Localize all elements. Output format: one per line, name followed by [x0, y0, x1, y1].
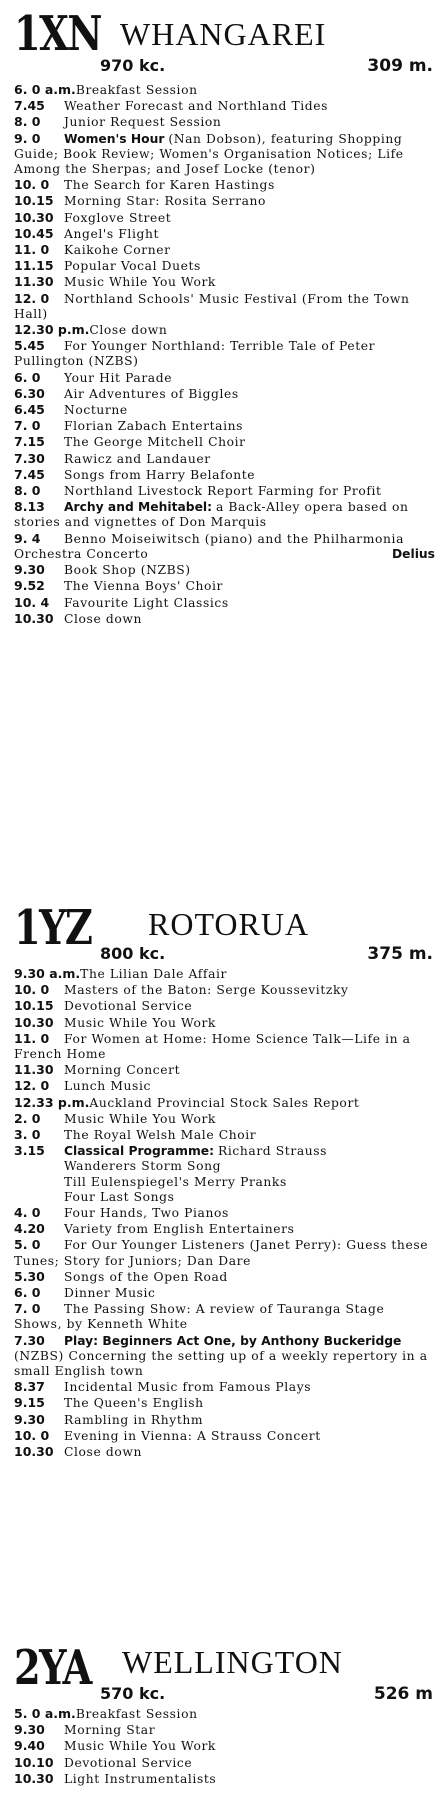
entry-time: 8. 0: [14, 483, 41, 499]
schedule-entry: [14, 1031, 435, 1062]
schedule-entry: [14, 1412, 435, 1428]
entry-time: 5.30: [14, 1268, 45, 1284]
entry-time: 11.30: [14, 274, 54, 290]
station-frequency: 800 kc.: [100, 944, 166, 963]
entry-time: 11.15: [14, 258, 54, 274]
entry-title: The George Mitchell Choir: [64, 435, 246, 450]
entry-time: 11.30: [14, 1062, 54, 1078]
entry-time: 11. 0: [14, 242, 50, 258]
entry-time: 10.10: [14, 1754, 54, 1770]
station-header: [0, 900, 447, 970]
entry-title: The Royal Welsh Male Choir: [64, 1128, 257, 1143]
entry-time: 9.30: [14, 1411, 45, 1427]
entry-title: Dinner Music: [64, 1286, 156, 1301]
entry-time: 10.30: [14, 209, 54, 225]
entry-time: 9.52: [14, 578, 45, 594]
entry-time: 10. 0: [14, 177, 50, 193]
entry-subline: Wanderers Storm Song: [64, 1159, 222, 1174]
entry-time: 8. 0: [14, 114, 41, 130]
entry-time: 7.30: [14, 1332, 45, 1348]
entry-time: 6.45: [14, 402, 45, 418]
schedule-list: [14, 82, 435, 627]
entry-time: 11. 0: [14, 1030, 50, 1046]
entry-title: Close down: [64, 611, 142, 626]
entry-time: 10.15: [14, 193, 54, 209]
schedule-entry: [14, 499, 435, 530]
entry-title: Air Adventures of Biggles: [64, 386, 239, 401]
entry-title: Evening in Vienna: A Strauss Concert: [64, 1428, 321, 1443]
station-callsign: 1YZ: [14, 900, 92, 956]
schedule-entry: [14, 1127, 435, 1143]
station-wavelength: 309 m.: [367, 56, 433, 76]
station-header: [0, 1640, 447, 1710]
entry-title: The Vienna Boys' Choir: [64, 579, 223, 594]
station-frequency: 970 kc.: [100, 56, 166, 75]
entry-time: 10.15: [14, 998, 54, 1014]
schedule-entry: [14, 1078, 435, 1094]
entry-time: 10. 4: [14, 594, 50, 610]
entry-time: 9.15: [14, 1395, 45, 1411]
entry-title: Close down: [89, 323, 168, 338]
entry-time: 12. 0: [14, 1078, 50, 1094]
entry-time: 9.30 a.m.: [14, 966, 81, 981]
schedule-entry: [14, 291, 435, 322]
schedule-entry: [14, 418, 435, 434]
station-name: ROTORUA: [148, 906, 310, 942]
entry-time: 9.30: [14, 1722, 45, 1738]
entry-subline: Four Last Songs: [64, 1189, 175, 1204]
schedule-entry: [14, 1333, 435, 1380]
entry-time: 8.37: [14, 1379, 45, 1395]
entry-time: 10. 0: [14, 1427, 50, 1443]
entry-title: Light Instrumentalists: [64, 1771, 217, 1786]
entry-time: 9. 0: [14, 130, 41, 146]
entry-title: (NZBS) Concerning the setting up of a weekly repertory in a small English town: [14, 1348, 428, 1379]
station-wavelength: 375 m.: [367, 944, 433, 964]
entry-time: 10.30: [14, 1014, 54, 1030]
schedule-entry: [14, 1237, 435, 1268]
schedule-entry: [14, 177, 435, 193]
schedule-entry: [14, 226, 435, 242]
entry-time: 12. 0: [14, 290, 50, 306]
schedule-entry: [14, 1771, 435, 1787]
entry-time: 10.30: [14, 1770, 54, 1786]
entry-time: 9.30: [14, 562, 45, 578]
entry-title: Your Hit Parade: [64, 370, 173, 385]
station-callsign: 1XN: [14, 6, 101, 62]
entry-title: Songs from Harry Belafonte: [64, 467, 256, 482]
entry-time: 4.20: [14, 1221, 45, 1237]
schedule-entry: [14, 1062, 435, 1078]
entry-time: 7. 0: [14, 418, 41, 434]
schedule-entry: [14, 1143, 435, 1205]
entry-title: Weather Forecast and Northland Tides: [64, 99, 329, 114]
schedule-entry: [14, 1428, 435, 1444]
schedule-entry: [14, 1285, 435, 1301]
schedule-entry: [14, 483, 435, 499]
station-callsign: 2YA: [14, 1640, 91, 1696]
schedule-entry: [14, 1269, 435, 1285]
entry-title: Music While You Work: [64, 1739, 216, 1754]
entry-title: Morning Star: [64, 1723, 156, 1738]
entry-time: 10. 0: [14, 982, 50, 998]
schedule-entry: [14, 370, 435, 386]
entry-time: 10.45: [14, 225, 54, 241]
schedule-entry: [14, 131, 435, 178]
schedule-entry: [14, 1444, 435, 1460]
entry-title: The Passing Show: A review of Tauranga Stage Shows, by Kenneth White: [14, 1302, 385, 1332]
schedule-list: [14, 966, 435, 1460]
schedule-entry: [14, 562, 435, 578]
schedule-entry: [14, 982, 435, 998]
schedule-entry: [14, 1221, 435, 1237]
entry-title: Rawicz and Landauer: [64, 451, 211, 466]
entry-title: Florian Zabach Entertains: [64, 419, 244, 434]
entry-title: The Queen's English: [64, 1396, 204, 1411]
schedule-entry: [14, 82, 435, 98]
schedule-entry: [14, 242, 435, 258]
entry-title: Rambling in Rhythm: [64, 1412, 204, 1427]
entry-title: Benno Moiseiwitsch (piano) and the Philharmonia Orchestra Concerto: [14, 531, 405, 561]
entry-time: 12.30 p.m.: [14, 322, 90, 338]
entry-title: Devotional Service: [64, 999, 193, 1014]
schedule-entry: [14, 1301, 435, 1332]
schedule-entry: [14, 210, 435, 226]
schedule-entry: [14, 402, 435, 418]
schedule-entry: [14, 114, 435, 130]
entry-title: For Women at Home: Home Science Talk—Life in a French Home: [14, 1031, 411, 1062]
schedule-entry: [14, 98, 435, 114]
schedule-entry: [14, 578, 435, 594]
entry-title: The Lilian Dale Affair: [80, 967, 228, 981]
entry-time: 7.30: [14, 450, 45, 466]
entry-title: Music While You Work: [64, 1111, 216, 1126]
station-wavelength: 526 m: [373, 1684, 433, 1704]
entry-time: 5. 0 a.m.: [14, 1706, 76, 1721]
entry-title: Music While You Work: [64, 1015, 216, 1030]
entry-title: Devotional Service: [64, 1755, 193, 1770]
entry-time: 6. 0 a.m.: [14, 82, 76, 97]
station-rotorua: [0, 900, 447, 1460]
schedule-entry: [14, 1379, 435, 1395]
entry-title: Breakfast Session: [75, 83, 198, 97]
schedule-entry: [14, 1738, 435, 1754]
entry-subline: Till Eulenspiegel's Merry Pranks: [64, 1174, 287, 1189]
entry-title: Variety from English Entertainers: [64, 1222, 295, 1237]
station-frequency: 570 kc.: [100, 1684, 166, 1703]
station-name: WELLINGTON: [122, 1644, 343, 1680]
schedule-entry: [14, 1205, 435, 1221]
entry-title: Kaikohe Corner: [64, 243, 171, 258]
entry-title: The Search for Karen Hastings: [64, 178, 275, 193]
entry-title: Music While You Work: [64, 275, 216, 290]
entry-title: Junior Request Session: [64, 115, 222, 130]
entry-title: Richard Strauss: [217, 1144, 328, 1159]
entry-time: 9.40: [14, 1738, 45, 1754]
entry-title: Incidental Music from Famous Plays: [64, 1380, 312, 1395]
station-name: WHANGAREI: [120, 16, 327, 52]
schedule-entry: [14, 611, 435, 627]
schedule-entry: [14, 193, 435, 209]
schedule-entry: [14, 595, 435, 611]
entry-time: 7.45: [14, 98, 45, 114]
entry-time: 10.30: [14, 1444, 54, 1460]
entry-time: 4. 0: [14, 1205, 41, 1221]
entry-time: 9. 4: [14, 530, 41, 546]
schedule-entry: [14, 998, 435, 1014]
schedule-entry: [14, 386, 435, 402]
entry-time: 10.30: [14, 610, 54, 626]
schedule-entry: [14, 274, 435, 290]
entry-title: Morning Star: Rosita Serrano: [64, 194, 267, 209]
entry-title: Foxglove Street: [64, 210, 172, 225]
schedule-entry: [14, 258, 435, 274]
entry-time: 6. 0: [14, 369, 41, 385]
schedule-entry: [14, 322, 435, 338]
entry-title: (Nan Dobson), featuring Shopping Guide; Book Review; Women's Organisation Notices; Life Among the Sherpas; and Josef Locke (tenor): [14, 131, 404, 177]
schedule-entry: [14, 1015, 435, 1031]
entry-time: 5. 0: [14, 1237, 41, 1253]
entry-title: Masters of the Baton: Serge Koussevitzky: [64, 983, 349, 998]
entry-title: For Younger Northland: Terrible Tale of Peter Pullington (NZBS): [14, 339, 376, 369]
entry-time: 3.15: [14, 1143, 45, 1159]
entry-time: 8.13: [14, 499, 45, 515]
entry-highlight: Classical Programme:: [64, 1144, 215, 1159]
entry-title: Northland Schools' Music Festival (From the Town Hall): [14, 291, 410, 321]
entry-title: Favourite Light Classics: [64, 595, 229, 610]
entry-title: Breakfast Session: [75, 1707, 198, 1721]
schedule-entry: [14, 531, 435, 562]
entry-time: 7. 0: [14, 1301, 41, 1317]
schedule-entry: [14, 1095, 435, 1111]
entry-time: 2. 0: [14, 1110, 41, 1126]
entry-title: Close down: [64, 1445, 142, 1460]
entry-title: For Our Younger Listeners (Janet Perry): Guess these Tunes; Story for Juniors; Dan Dare: [14, 1238, 429, 1268]
station-whangarei: [0, 6, 447, 626]
entry-title: Lunch Music: [64, 1079, 151, 1094]
schedule-entry: [14, 1706, 435, 1722]
entry-title: Nocturne: [64, 403, 128, 418]
entry-time: 7.15: [14, 434, 45, 450]
entry-title: Northland Livestock Report Farming for Profit: [64, 484, 382, 499]
entry-title: Morning Concert: [64, 1063, 181, 1078]
entry-highlight: Archy and Mehitabel:: [64, 500, 213, 515]
entry-composer: Delius: [391, 546, 435, 561]
schedule-entry: [14, 1395, 435, 1411]
station-header: [0, 6, 447, 76]
entry-title: Songs of the Open Road: [64, 1269, 228, 1284]
schedule-entry: [14, 1722, 435, 1738]
entry-time: 3. 0: [14, 1127, 41, 1143]
entry-title: Four Hands, Two Pianos: [64, 1206, 229, 1221]
entry-title: a Back-Alley opera based on stories and vignettes of Don Marquis: [14, 500, 409, 530]
entry-title: Angel's Flight: [64, 226, 160, 241]
entry-highlight: Play: Beginners Act One, by Anthony Buckeridge: [64, 1333, 402, 1348]
schedule-entry: [14, 966, 435, 982]
entry-title: Popular Vocal Duets: [64, 259, 201, 274]
entry-title: Book Shop (NZBS): [64, 563, 191, 578]
schedule-entry: [14, 1755, 435, 1771]
entry-time: 6. 0: [14, 1285, 41, 1301]
entry-time: 6.30: [14, 385, 45, 401]
schedule-entry: [14, 434, 435, 450]
entry-title: Auckland Provincial Stock Sales Report: [89, 1095, 360, 1110]
entry-time: 12.33 p.m.: [14, 1094, 90, 1110]
entry-time: 5.45: [14, 338, 45, 354]
entry-highlight: Women's Hour: [64, 131, 165, 146]
schedule-entry: [14, 467, 435, 483]
entry-time: 7.45: [14, 466, 45, 482]
station-wellington: [0, 1640, 447, 1786]
schedule-entry: [14, 338, 435, 369]
schedule-entry: [14, 451, 435, 467]
schedule-entry: [14, 1111, 435, 1127]
schedule-list: [14, 1706, 435, 1787]
